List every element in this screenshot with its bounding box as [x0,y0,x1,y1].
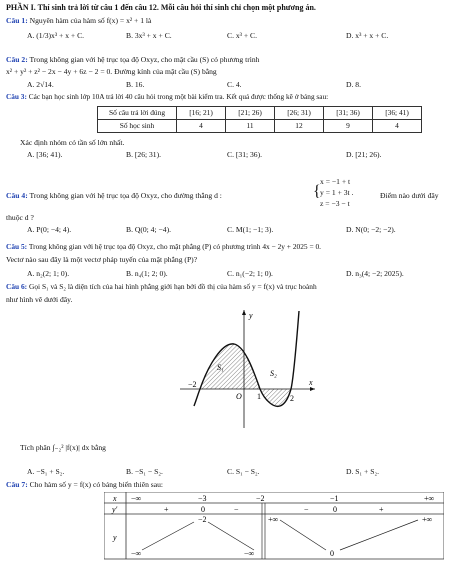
table-row [98,107,422,120]
q3-option-c[interactable]: C. [31; 36). [227,150,263,159]
q5-option-a[interactable]: A. n₂(2; 1; 0). [27,269,70,278]
q1-option-a[interactable]: A. (1/3)x³ + x + C. [27,31,85,40]
q5-option-b[interactable]: B. n₄(1; 2; 0). [126,269,168,278]
sign: − [304,505,309,514]
system-line: z = −3 − t [320,199,350,208]
system-line: y = 1 + 3t . [320,188,354,197]
y-label: y [249,311,253,320]
q2-option-d[interactable]: D. 8. [346,80,361,89]
q4-option-d[interactable]: D. N(0; −2; −2). [346,225,396,234]
y-value: −∞ [244,549,255,558]
y-value: +∞ [422,515,433,524]
sign: − [234,505,239,514]
x-row-label: x [113,494,117,503]
question-label: Câu 3: [6,92,27,101]
x-axis-arrow [310,387,315,391]
line-system [320,176,353,209]
question-2-line2: x² + y² + z² − 2x − 4y + 6z − 2 = 0. Đường kính của mặt cầu (S) bằng [6,67,217,76]
sign: 0 [333,505,337,514]
sign: 0 [201,505,205,514]
table-header-cell: Số học sinh [98,120,177,133]
question-3-prompt: Xác định nhóm có tần số lớn nhất. [20,138,125,147]
y-row-label: y [113,533,117,542]
q6-option-c[interactable]: C. S₁ − S₂. [227,467,260,476]
q3-option-b[interactable]: B. [26; 31). [126,150,162,159]
q3-option-a[interactable]: A. [36; 41). [27,150,63,159]
origin-label: O [236,392,242,401]
q1-option-b[interactable]: B. 3x³ + x + C. [126,31,172,40]
q1-option-c[interactable]: C. x³ + C. [227,31,257,40]
question-4-line2: thuộc d ? [6,213,34,222]
question-text: Gọi S₁ và S₂ là diện tích của hai hình phẳng giới hạn bởi đồ thị của hàm số y = f(x) và trục hoành [29,282,317,291]
x-value: −2 [256,494,265,503]
variation-table [104,492,444,560]
question-3 [6,93,328,102]
q6-option-d[interactable]: D. S₁ + S₂. [346,467,380,476]
section-heading: PHẦN I. Thí sinh trả lời từ câu 1 đến câu 12. Mỗi câu hỏi thí sinh chỉ chọn một phương án. [6,3,316,12]
tick-1: 1 [257,392,261,401]
x-value: −∞ [131,494,142,503]
question-6-line2: như hình vẽ dưới đây. [6,295,73,304]
tick-2: 2 [290,394,294,403]
x-value: −1 [330,494,339,503]
table-cell: 4 [177,120,226,133]
question-label: Câu 5: [6,242,28,251]
question-1 [6,16,151,25]
q1-option-d[interactable]: D. x³ + x + C. [346,31,389,40]
q2-option-b[interactable]: B. 16. [126,80,145,89]
table-cell: [21; 26) [226,107,275,120]
q5-option-c[interactable]: C. n₁(−2; 1; 0). [227,269,273,278]
question-text: Trong không gian với hệ trục tọa độ Oxyz, cho mặt cầu (S) có phương trình [29,55,260,64]
table-row [98,120,422,133]
sign: + [379,505,384,514]
q4-option-c[interactable]: C. M(1; −1; 3). [227,225,274,234]
integral-prompt: Tích phân ∫₋₂² |f(x)| dx bằng [20,443,106,452]
frequency-table [97,106,422,133]
question-text: Cho hàm số y = f(x) có bảng biến thiên sau: [29,480,163,489]
x-label: x [309,378,313,387]
question-label: Câu 2: [6,55,28,64]
increase-arrow [142,522,194,550]
question-label: Câu 7: [6,480,28,489]
sign: + [164,505,169,514]
question-4 [6,191,222,200]
q6-option-a[interactable]: A. −S₁ + S₂. [27,467,65,476]
y-value: 0 [330,549,334,558]
table-header-cell: Số câu trả lời đúng [98,107,177,120]
function-graph [170,306,320,432]
question-text: Trong không gian với hệ trục tọa độ Oxyz, cho đường thẳng d : [29,191,222,200]
table-cell: [26; 31) [275,107,324,120]
question-label: Câu 1: [6,16,28,25]
table-cell: [16; 21) [177,107,226,120]
question-5-line2: Vectơ nào sau đây là một vectơ pháp tuyến của mặt phẳng (P)? [6,255,198,264]
table-cell: 9 [324,120,373,133]
s2-label: S₂ [270,369,277,378]
y-axis-arrow [242,310,246,315]
question-4-after: Điểm nào dưới đây [380,191,439,200]
table-cell: 4 [373,120,422,133]
q6-option-b[interactable]: B. −S₁ − S₂. [126,467,163,476]
q4-option-b[interactable]: B. Q(0; 4; −4). [126,225,171,234]
table-cell: 11 [226,120,275,133]
y-value: −∞ [131,549,142,558]
question-text: Các bạn học sinh lớp 10A trả lời 40 câu hỏi trong một bài kiểm tra. Kết quả được thống kê ở bảng sau: [28,92,329,101]
question-6 [6,282,317,291]
x-value: −3 [198,494,207,503]
q3-option-d[interactable]: D. [21; 26). [346,150,382,159]
system-brace: { [313,183,321,200]
tick-minus-2: −2 [188,380,197,389]
system-line: x = −1 + t [320,177,351,186]
question-label: Câu 4: [6,191,28,200]
question-text: Nguyên hàm của hàm số f(x) = x² + 1 là [29,16,152,25]
s1-label: S₁ [217,363,224,372]
y-value: +∞ [268,515,279,524]
q2-option-c[interactable]: C. 4. [227,80,242,89]
q5-option-d[interactable]: D. n₃(4; −2; 2025). [346,269,404,278]
x-value: +∞ [424,494,435,503]
question-text: Trong không gian với hệ trục tọa độ Oxyz, cho mặt phẳng (P) có phương trình 4x − 2y + 2025 = 0. [28,242,322,251]
question-5 [6,242,321,251]
table-cell: [31; 36) [324,107,373,120]
question-label: Câu 6: [6,282,28,291]
table-cell: 12 [275,120,324,133]
question-7 [6,480,163,489]
increase-arrow [340,520,418,550]
q2-option-a[interactable]: A. 2√14. [27,80,54,89]
q4-option-a[interactable]: A. P(0; −4; 4). [27,225,72,234]
decrease-arrow [208,522,254,550]
question-2 [6,55,259,64]
yprime-row-label: y' [112,505,118,514]
decrease-arrow [280,520,326,550]
y-value: −2 [198,515,207,524]
table-cell: [36; 41) [373,107,422,120]
